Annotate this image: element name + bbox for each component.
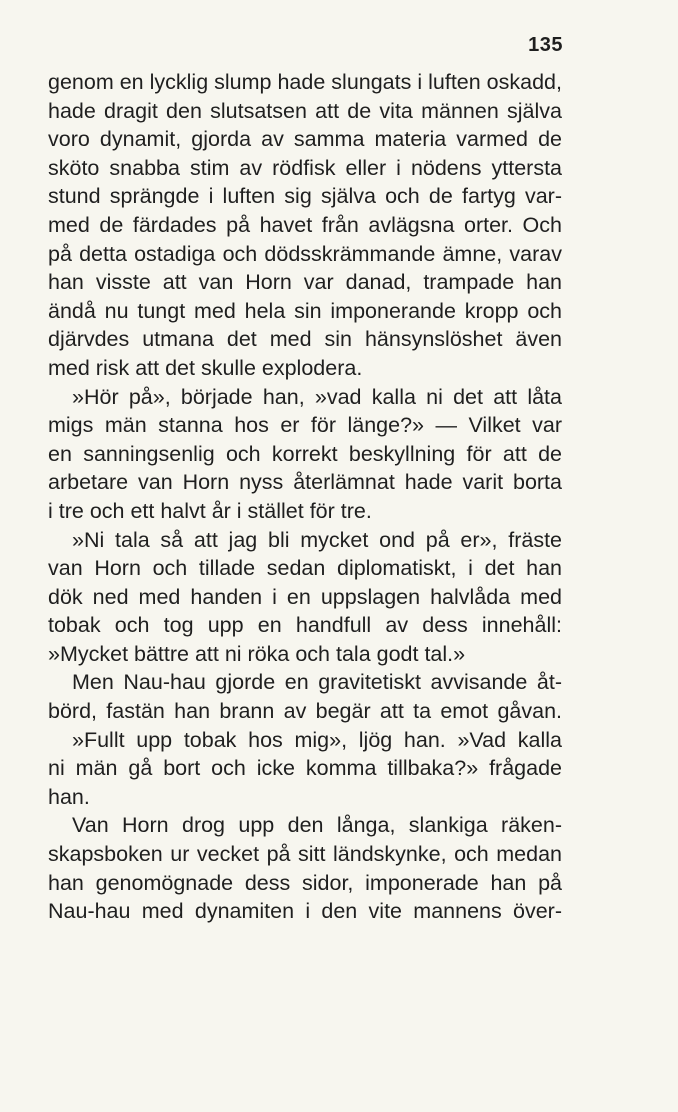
text-line: han visste att van Horn var danad, trampade han xyxy=(48,270,562,295)
text-line: i tre och ett halvt år i stället för tre. xyxy=(48,498,372,523)
text-line: stund sprängde i luften sig själva och de fartyg var- xyxy=(48,184,562,209)
text-line: Nau-hau med dynamiten i den vite mannens över- xyxy=(48,899,562,924)
text-line: med risk att det skulle explodera. xyxy=(48,355,363,380)
text-line: han genomögnade dess sidor, imponerade han på xyxy=(48,870,562,895)
text-line: »Ni tala så att jag bli mycket ond på er», fräste xyxy=(72,527,562,552)
text-line: arbetare van Horn nyss återlämnat hade varit borta xyxy=(48,470,562,495)
text-line: han. xyxy=(48,784,90,809)
text-line: Van Horn drog upp den långa, slankiga räken- xyxy=(72,813,562,838)
text-line: ändå nu tungt med hela sin imponerande kropp och xyxy=(48,298,562,323)
text-line: van Horn och tillade sedan diplomatiskt, i det han xyxy=(48,556,562,581)
text-line: skapsboken ur vecket på sitt ländskynke, och medan xyxy=(48,842,562,867)
page-number: 135 xyxy=(528,34,563,56)
text-line: djärvdes utmana det med sin hänsynslöshet även xyxy=(48,327,562,352)
text-line: »Hör på», började han, »vad kalla ni det att låta xyxy=(72,384,562,409)
text-line: voro dynamit, gjorda av samma materia varmed de xyxy=(48,127,562,152)
body-text xyxy=(48,68,562,926)
text-line: sköto snabba stim av rödfisk eller i nödens yttersta xyxy=(48,155,562,180)
text-line: »Fullt upp tobak hos mig», ljög han. »Vad kalla xyxy=(72,727,562,752)
text-line: migs män stanna hos er för länge?» — Vilket var xyxy=(48,413,562,438)
text-line: en sanningsenlig och korrekt beskyllning för att de xyxy=(48,441,562,466)
text-line: »Mycket bättre att ni röka och tala godt tal.» xyxy=(48,641,466,666)
text-line: hade dragit den slutsatsen att de vita männen själva xyxy=(48,98,562,123)
text-line: ni män gå bort och icke komma tillbaka?» frågade xyxy=(48,756,562,781)
text-line: tobak och tog upp en handfull av dess innehåll: xyxy=(48,613,562,638)
text-line: Men Nau-hau gjorde en gravitetiskt avvisande åt- xyxy=(72,670,562,695)
text-line: dök ned med handen i en uppslagen halvlåda med xyxy=(48,584,562,609)
text-line: genom en lycklig slump hade slungats i luften oskadd, xyxy=(48,70,562,94)
text-line: med de färdades på havet från avlägsna orter. Och xyxy=(48,212,562,237)
text-line: börd, fastän han brann av begär att ta emot gåvan. xyxy=(48,699,562,724)
text-line: på detta ostadiga och dödsskrämmande ämne, varav xyxy=(48,241,562,266)
